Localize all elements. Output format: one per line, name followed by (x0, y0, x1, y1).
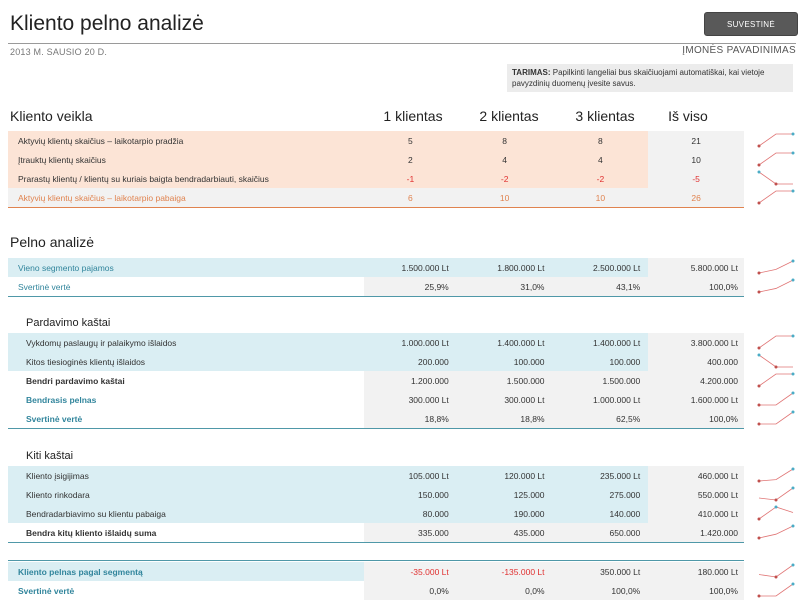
tip-label: TARIMAS: (512, 68, 551, 77)
cell-client-2[interactable]: 125.000 (457, 485, 553, 504)
sparkline (756, 485, 796, 503)
cell-client-3[interactable]: 100.000 (553, 352, 649, 371)
cell-client-3[interactable]: 100,0% (553, 581, 649, 600)
table-row (8, 371, 744, 390)
sparkline-marker (758, 291, 761, 294)
sparkline (756, 466, 796, 484)
cell-client-3[interactable]: 275.000 (553, 485, 649, 504)
activity-title: Kliento veikla (10, 108, 93, 124)
sparkline-marker (792, 133, 795, 136)
row-label[interactable]: Kitos tiesioginės klientų išlaidos (8, 352, 364, 371)
sparkline-path (759, 565, 793, 577)
table-row (8, 466, 744, 485)
tip-box (507, 64, 793, 92)
sparkline-marker (792, 564, 795, 567)
row-label[interactable]: Bendrasis pelnas (8, 390, 364, 409)
cell-total[interactable]: 26 (648, 188, 744, 207)
table-row (8, 523, 744, 542)
sparkline-marker (775, 366, 778, 369)
cell-client-1[interactable]: 80.000 (364, 504, 457, 523)
cell-total[interactable]: 400.000 (648, 352, 744, 371)
cell-client-1[interactable]: 335.000 (364, 523, 457, 542)
cell-client-2[interactable]: 31,0% (457, 277, 553, 296)
cell-client-3[interactable]: 650.000 (553, 523, 649, 542)
cell-total[interactable]: 100,0% (648, 277, 744, 296)
cell-client-1[interactable]: 150.000 (364, 485, 457, 504)
sparkline-path (759, 355, 793, 367)
sparkline-marker (792, 373, 795, 376)
sparkline-marker (775, 506, 778, 509)
cell-total[interactable]: 5.800.000 Lt (648, 258, 744, 277)
sparkline-marker (758, 423, 761, 426)
row-label[interactable]: Prarastų klientų / klientų su kuriais baigta bendradarbiauti, skaičius (8, 169, 364, 188)
table-row (8, 581, 744, 600)
row-label[interactable]: Kliento rinkodara (8, 485, 364, 504)
cell-total[interactable]: 10 (648, 150, 744, 169)
cell-client-1[interactable]: 1.500.000 Lt (364, 258, 457, 277)
cell-client-2[interactable]: 190.000 (457, 504, 553, 523)
cell-client-1[interactable]: 1.200.000 (364, 371, 457, 390)
cell-client-1[interactable]: 0,0% (364, 581, 457, 600)
sparkline-marker (758, 354, 761, 357)
cell-client-3[interactable]: 1.400.000 Lt (553, 333, 649, 352)
summary-button[interactable]: SUVESTINĖ (704, 12, 798, 36)
profit-title: Pelno analizė (10, 234, 95, 250)
final-top-rule (8, 560, 744, 561)
row-label[interactable]: Kliento įsigijimas (8, 466, 364, 485)
cell-client-3[interactable]: -2 (553, 169, 649, 188)
cell-client-3[interactable]: 8 (553, 131, 649, 150)
sparkline-marker (792, 152, 795, 155)
sparkline (756, 352, 796, 370)
cell-total[interactable]: 460.000 Lt (648, 466, 744, 485)
sparkline-marker (758, 347, 761, 350)
cell-client-2[interactable]: 8 (457, 131, 553, 150)
sparkline-path (759, 507, 793, 519)
cell-client-1[interactable]: 6 (364, 188, 457, 207)
cell-total[interactable]: 410.000 Lt (648, 504, 744, 523)
cell-total[interactable]: 100,0% (648, 409, 744, 428)
sparkline (756, 169, 796, 187)
sparkline (756, 504, 796, 522)
sparkline-marker (758, 202, 761, 205)
cell-client-2[interactable]: -2 (457, 169, 553, 188)
sparkline (756, 409, 796, 427)
table-row (8, 258, 744, 277)
header-divider (8, 43, 796, 44)
column-header-3: 3 klientas (575, 108, 635, 124)
tip-text: Papilkinti langeliai bus skaičiuojami automatiškai, kai vietoje pavyzdinių duomenų įvesite savus. (512, 68, 765, 88)
sparkline-path (759, 469, 793, 481)
row-label[interactable]: Aktyvių klientų skaičius – laikotarpio pradžia (8, 131, 364, 150)
sparkline (756, 390, 796, 408)
table-row (8, 352, 744, 371)
sparkline-path (759, 488, 793, 500)
sparkline-marker (792, 260, 795, 263)
cell-client-2[interactable]: 1.400.000 Lt (457, 333, 553, 352)
table-row (8, 188, 744, 207)
sparkline-marker (775, 183, 778, 186)
row-label[interactable]: Aktyvių klientų skaičius – laikotarpio pabaiga (8, 188, 364, 207)
cell-client-2[interactable]: 0,0% (457, 581, 553, 600)
cell-client-3[interactable]: 350.000 Lt (553, 562, 649, 581)
cell-total[interactable]: 1.420.000 (648, 523, 744, 542)
sparkline-marker (792, 279, 795, 282)
cell-client-3[interactable]: 4 (553, 150, 649, 169)
cell-client-1[interactable]: 25,9% (364, 277, 457, 296)
table-row (8, 333, 744, 352)
cell-client-2[interactable]: 1.800.000 Lt (457, 258, 553, 277)
sparkline-path (759, 191, 793, 203)
sparkline-marker (775, 499, 778, 502)
sparkline (756, 523, 796, 541)
cell-client-1[interactable]: 300.000 Lt (364, 390, 457, 409)
sparkline-marker (792, 335, 795, 338)
sparkline-path (759, 412, 793, 424)
row-label[interactable]: Bendradarbiavimo su klientu pabaiga (8, 504, 364, 523)
cell-total[interactable]: -5 (648, 169, 744, 188)
cell-client-1[interactable]: 18,8% (364, 409, 457, 428)
table-row (8, 390, 744, 409)
sparkline (756, 188, 796, 206)
sparkline-marker (792, 411, 795, 414)
cell-client-1[interactable]: 5 (364, 131, 457, 150)
cell-client-1[interactable]: -1 (364, 169, 457, 188)
cell-client-2[interactable]: 10 (457, 188, 553, 207)
row-label[interactable]: Svertinė vertė (8, 277, 364, 296)
sparkline-marker (758, 385, 761, 388)
sparkline (756, 333, 796, 351)
row-label[interactable]: Bendra kitų kliento išlaidų suma (8, 523, 364, 542)
cell-client-1[interactable]: 105.000 Lt (364, 466, 457, 485)
sparkline-marker (775, 576, 778, 579)
row-label[interactable]: Bendri pardavimo kaštai (8, 371, 364, 390)
table-row (8, 169, 744, 188)
sales-title: Pardavimo kaštai (26, 317, 111, 329)
cell-total[interactable]: 1.600.000 Lt (648, 390, 744, 409)
row-label[interactable]: Vykdomų paslaugų ir palaikymo išlaidos (8, 333, 364, 352)
sparkline-marker (758, 595, 761, 598)
sparkline-marker (792, 392, 795, 395)
sparkline-marker (758, 164, 761, 167)
table-row (8, 277, 744, 296)
sparkline (756, 277, 796, 295)
sparkline-marker (792, 525, 795, 528)
sparkline-marker (758, 272, 761, 275)
report-date[interactable]: 2013 M. SAUSIO 20 D. (10, 47, 108, 57)
sparkline-path (759, 172, 793, 184)
column-header-1: 1 klientas (383, 108, 443, 124)
other-bottom-rule (8, 542, 744, 543)
company-name[interactable]: ĮMONĖS PAVADINIMAS (682, 45, 796, 56)
row-label[interactable]: Svertinė vertė (8, 581, 364, 600)
cell-client-1[interactable]: -35.000 Lt (364, 562, 457, 581)
sparkline-path (759, 336, 793, 348)
table-row (8, 150, 744, 169)
sparkline-path (759, 393, 793, 405)
other-title: Kiti kaštai (26, 450, 74, 462)
sparkline-path (759, 584, 793, 596)
cell-client-2[interactable]: -135.000 Lt (457, 562, 553, 581)
sparkline-path (759, 280, 793, 292)
cell-total[interactable]: 3.800.000 Lt (648, 333, 744, 352)
cell-client-2[interactable]: 4 (457, 150, 553, 169)
profit-bottom-rule (8, 296, 744, 297)
cell-client-3[interactable]: 43,1% (553, 277, 649, 296)
table-row (8, 131, 744, 150)
sparkline (756, 150, 796, 168)
page-title: Kliento pelno analizė (10, 12, 204, 35)
sparkline-path (759, 526, 793, 538)
cell-client-3[interactable]: 2.500.000 Lt (553, 258, 649, 277)
cell-total[interactable]: 21 (648, 131, 744, 150)
sales-bottom-rule (8, 428, 744, 429)
sparkline-marker (758, 518, 761, 521)
sparkline (756, 562, 796, 580)
row-label[interactable]: Įtrauktų klientų skaičius (8, 150, 364, 169)
column-header-2: 2 klientas (479, 108, 539, 124)
column-header-total: Iš viso (668, 108, 708, 124)
sparkline-marker (758, 537, 761, 540)
cell-client-1[interactable]: 1.000.000 Lt (364, 333, 457, 352)
sparkline-marker (792, 190, 795, 193)
cell-client-1[interactable]: 2 (364, 150, 457, 169)
cell-client-3[interactable]: 10 (553, 188, 649, 207)
sparkline (756, 371, 796, 389)
sparkline-path (759, 134, 793, 146)
table-row (8, 485, 744, 504)
cell-total[interactable]: 550.000 Lt (648, 485, 744, 504)
cell-client-2[interactable]: 435.000 (457, 523, 553, 542)
cell-total[interactable]: 4.200.000 (648, 371, 744, 390)
sparkline (756, 131, 796, 149)
cell-client-3[interactable]: 1.000.000 Lt (553, 390, 649, 409)
sparkline-marker (758, 145, 761, 148)
cell-client-3[interactable]: 140.000 (553, 504, 649, 523)
cell-total[interactable]: 180.000 Lt (648, 562, 744, 581)
cell-client-1[interactable]: 200.000 (364, 352, 457, 371)
sparkline-path (759, 374, 793, 386)
sparkline-marker (758, 171, 761, 174)
cell-client-2[interactable]: 300.000 Lt (457, 390, 553, 409)
cell-client-3[interactable]: 62,5% (553, 409, 649, 428)
sparkline (756, 258, 796, 276)
sparkline-path (759, 261, 793, 273)
sparkline-marker (792, 468, 795, 471)
sparkline-marker (792, 583, 795, 586)
sparkline-marker (792, 487, 795, 490)
row-label[interactable]: Kliento pelnas pagal segmentą (8, 562, 364, 581)
cell-client-3[interactable]: 235.000 Lt (553, 466, 649, 485)
cell-client-2[interactable]: 18,8% (457, 409, 553, 428)
cell-client-2[interactable]: 100.000 (457, 352, 553, 371)
row-label[interactable]: Vieno segmento pajamos (8, 258, 364, 277)
cell-client-2[interactable]: 1.500.000 (457, 371, 553, 390)
sparkline (756, 581, 796, 599)
cell-client-2[interactable]: 120.000 Lt (457, 466, 553, 485)
table-row (8, 409, 744, 428)
sparkline-marker (758, 480, 761, 483)
sparkline-path (759, 153, 793, 165)
table-row (8, 504, 744, 523)
table-row (8, 562, 744, 581)
cell-total[interactable]: 100,0% (648, 581, 744, 600)
sparkline-marker (758, 404, 761, 407)
cell-client-3[interactable]: 1.500.000 (553, 371, 649, 390)
row-label[interactable]: Svertinė vertė (8, 409, 364, 428)
activity-bottom-rule (8, 207, 744, 208)
